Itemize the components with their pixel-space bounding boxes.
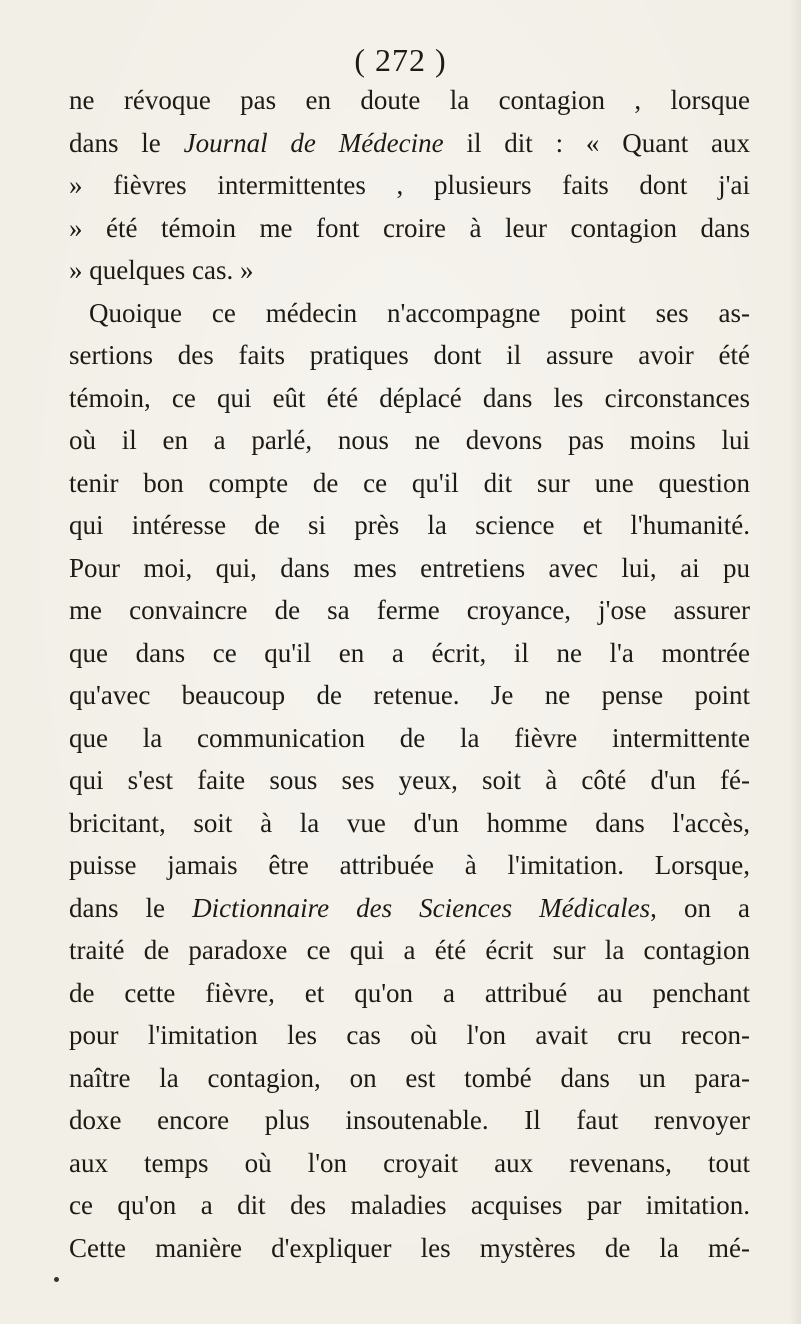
text-line-2-pre: dans le (69, 127, 184, 158)
page-number: ( 272 ) (354, 42, 447, 78)
text-line-24: naître la contagion, on est tombé dans un para- (69, 1062, 750, 1093)
text-line-2-post: il dit : « Quant aux (443, 127, 750, 158)
text-line-5: » quelques cas. » (69, 255, 254, 285)
text-line-20-pre: dans le (69, 892, 193, 923)
text-line-9: où il en a parlé, nous ne devons pas moins lui (69, 425, 750, 455)
journal-title-italic: Journal de Médecine (183, 127, 444, 158)
text-line-18: bricitant, soit à la vue d'un homme dans l'accès, (69, 807, 750, 838)
page-edge-shadow (789, 0, 801, 1324)
text-line-12: Pour moi, qui, dans mes entretiens avec lui, ai pu (69, 552, 750, 583)
text-line-19: puisse jamais être attribuée à l'imitation. Lorsque, (69, 850, 750, 880)
text-line-27: ce qu'on a dit des maladies acquises par imitation. (69, 1190, 750, 1220)
dictionary-title-italic: Dictionnaire des Sciences Médicales (192, 892, 651, 923)
text-line-8: témoin, ce qui eût été déplacé dans les circonstances (69, 382, 750, 413)
text-line-3: » fièvres intermittentes , plusieurs faits dont j'ai (69, 170, 750, 200)
text-line-13: me convaincre de sa ferme croyance, j'ose assurer (69, 595, 750, 625)
text-line-6: Quoique ce médecin n'accompagne point ses as- (89, 297, 750, 328)
text-line-14: que dans ce qu'il en a écrit, il ne l'a montrée (69, 637, 750, 668)
text-line-21: traité de paradoxe ce qui a été écrit sur la contagion (69, 935, 750, 965)
ink-speck (54, 1277, 59, 1282)
text-line-2 (69, 122, 750, 165)
text-line-23: pour l'imitation les cas où l'on avait cru recon- (69, 1020, 750, 1050)
text-line-16: que la communication de la fièvre intermittente (69, 722, 750, 753)
text-line-11: qui intéresse de si près la science et l'humanité. (69, 510, 750, 540)
text-line-20 (69, 887, 750, 930)
text-line-4: » été témoin me font croire à leur contagion dans (69, 212, 750, 243)
text-line-25: doxe encore plus insoutenable. Il faut renvoyer (69, 1105, 750, 1135)
text-line-22: de cette fièvre, et qu'on a attribué au penchant (69, 977, 750, 1008)
text-line-28: Cette manière d'expliquer les mystères de la mé- (69, 1232, 750, 1263)
text-line-17: qui s'est faite sous ses yeux, soit à côté d'un fé- (69, 765, 750, 795)
body-text (69, 79, 750, 1269)
text-line-10: tenir bon compte de ce qu'il dit sur une question (69, 467, 750, 498)
text-line-20-post: , on a (650, 892, 750, 923)
text-line-26: aux temps où l'on croyait aux revenans, tout (69, 1147, 750, 1178)
text-line-1: ne révoque pas en doute la contagion , lorsque (69, 85, 750, 115)
text-line-15: qu'avec beaucoup de retenue. Je ne pense point (69, 680, 750, 710)
text-line-7: sertions des faits pratiques dont il assure avoir été (69, 340, 750, 370)
